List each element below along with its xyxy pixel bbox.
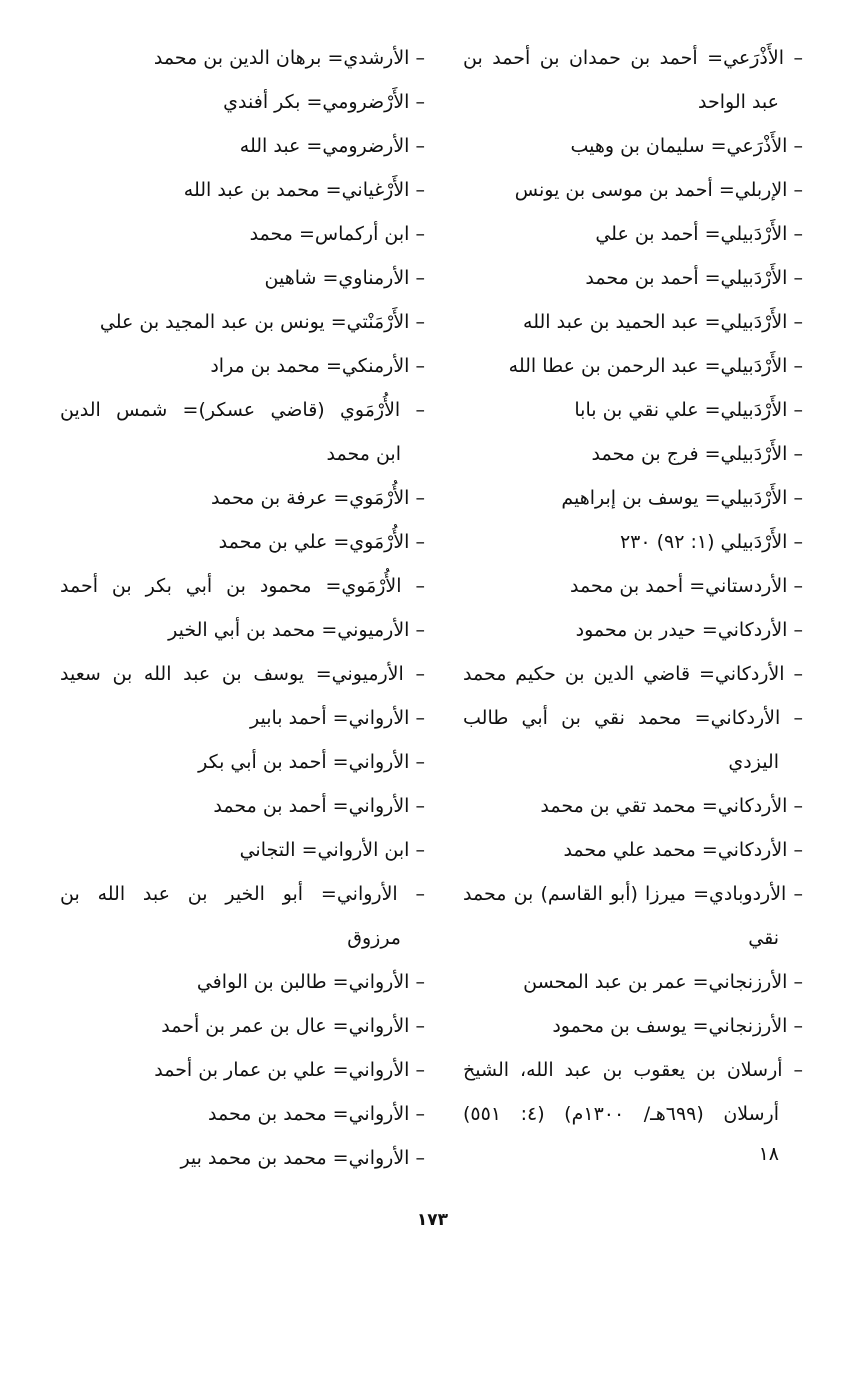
right-column-line-1: – الأَذْرَعي= أحمد بن حمدان بن أحمد بن <box>463 47 803 69</box>
left-column-line-7: – الأَرْمَنْتي= يونس بن عبد المجيد بن علي <box>99 311 425 333</box>
right-column-line-12: – الأَرْدَبيلي (١: ٩٢) ٢٣٠ <box>619 531 803 553</box>
right-column-line-13: – الأردستاني= أحمد بن محمد <box>569 575 803 597</box>
left-column-line-19: – ابن الأرواني= التجاني <box>239 839 425 861</box>
right-column-line-24: – أرسلان بن يعقوب بن عبد الله، الشيخ <box>463 1059 803 1081</box>
left-column-line-17: – الأرواني= أحمد بن أبي بكر <box>198 751 425 773</box>
page-number: ١٧٣ <box>416 1210 449 1230</box>
right-column-line-23: – الأرزنجاني= يوسف بن محمود <box>552 1015 803 1037</box>
left-column-line-25: – الأرواني= محمد بن محمد <box>208 1103 425 1125</box>
right-column-line-16: – الأردكاني= محمد نقي بن أبي طالب <box>463 707 803 729</box>
right-column-line-7: – الأَرْدَبيلي= عبد الحميد بن عبد الله <box>523 311 803 333</box>
left-column-line-9: – الأُرْمَوي (قاضي عسكر)= شمس الدين <box>60 399 425 421</box>
right-column-line-6: – الأَرْدَبيلي= أحمد بن محمد <box>585 267 803 289</box>
left-column-line-1: – الأرشدي= برهان الدين بن محمد <box>153 47 425 69</box>
right-column-line-3: – الأَذْرَعي= سليمان بن وهيب <box>570 135 803 157</box>
right-column-line-4: – الإربلي= أحمد بن موسى بن يونس <box>514 179 803 201</box>
left-column-line-13: – الأُرْمَوي= محمود بن أبي بكر بن أحمد <box>60 575 425 597</box>
right-column-line-14: – الأردكاني= حيدر بن محمود <box>575 619 803 641</box>
left-column-line-8: – الأرمنكي= محمد بن مراد <box>210 355 425 377</box>
right-column-line-22: – الأرزنجاني= عمر بن عبد المحسن <box>523 971 803 993</box>
left-column-line-20: – الأرواني= أبو الخير بن عبد الله بن <box>60 883 425 905</box>
right-column-line-19: – الأردكاني= محمد علي محمد <box>563 839 803 861</box>
left-column-line-24: – الأرواني= علي بن عمار بن أحمد <box>154 1059 425 1081</box>
right-column-line-21: نقي <box>748 927 779 949</box>
right-column-line-17: اليزدي <box>728 751 779 773</box>
right-column-line-25: أرسلان (٦٩٩هـ/ ١٣٠٠م) (٤: ٥٥١) <box>463 1103 779 1125</box>
left-column-line-2: – الأَرْضرومي= بكر أفندي <box>223 91 425 113</box>
right-column-line-9: – الأَرْدَبيلي= علي نقي بن بابا <box>574 399 803 421</box>
left-column-line-10: ابن محمد <box>326 443 401 465</box>
left-column-line-18: – الأرواني= أحمد بن محمد <box>213 795 425 817</box>
right-column-line-10: – الأَرْدَبيلي= فرج بن محمد <box>591 443 803 465</box>
right-column-line-26: ١٨ <box>758 1143 779 1165</box>
left-column-line-26: – الأرواني= محمد بن محمد بير <box>180 1147 425 1169</box>
left-column-line-22: – الأرواني= طالبن بن الوافي <box>196 971 425 993</box>
right-column-line-2: عبد الواحد <box>698 91 779 113</box>
right-column-line-18: – الأردكاني= محمد تقي بن محمد <box>540 795 803 817</box>
left-column-line-3: – الأرضرومي= عبد الله <box>239 135 425 157</box>
right-column-line-8: – الأَرْدَبيلي= عبد الرحمن بن عطا الله <box>508 355 803 377</box>
right-column-line-5: – الأَرْدَبيلي= أحمد بن علي <box>595 223 803 245</box>
right-column-line-11: – الأَرْدَبيلي= يوسف بن إبراهيم <box>561 487 803 509</box>
left-column-line-15: – الأرميوني= يوسف بن عبد الله بن سعيد <box>60 663 425 685</box>
left-column-line-14: – الأرميوني= محمد بن أبي الخير <box>168 619 425 641</box>
right-column-line-20: – الأردوبادي= ميرزا (أبو القاسم) بن محمد <box>463 883 803 905</box>
left-column-line-12: – الأُرْمَوي= علي بن محمد <box>218 531 425 553</box>
left-column-line-16: – الأرواني= أحمد بابير <box>250 707 425 729</box>
left-column-line-4: – الأَرْغياني= محمد بن عبد الله <box>183 179 425 201</box>
left-column-line-5: – ابن أركماس= محمد <box>249 223 425 245</box>
right-column-line-15: – الأردكاني= قاضي الدين بن حكيم محمد <box>463 663 803 685</box>
left-column-line-23: – الأرواني= عال بن عمر بن أحمد <box>161 1015 425 1037</box>
left-column-line-11: – الأُرْمَوي= عرفة بن محمد <box>211 487 425 509</box>
left-column-line-21: مرزوق <box>347 927 401 949</box>
left-column-line-6: – الأرمناوي= شاهين <box>264 267 425 289</box>
